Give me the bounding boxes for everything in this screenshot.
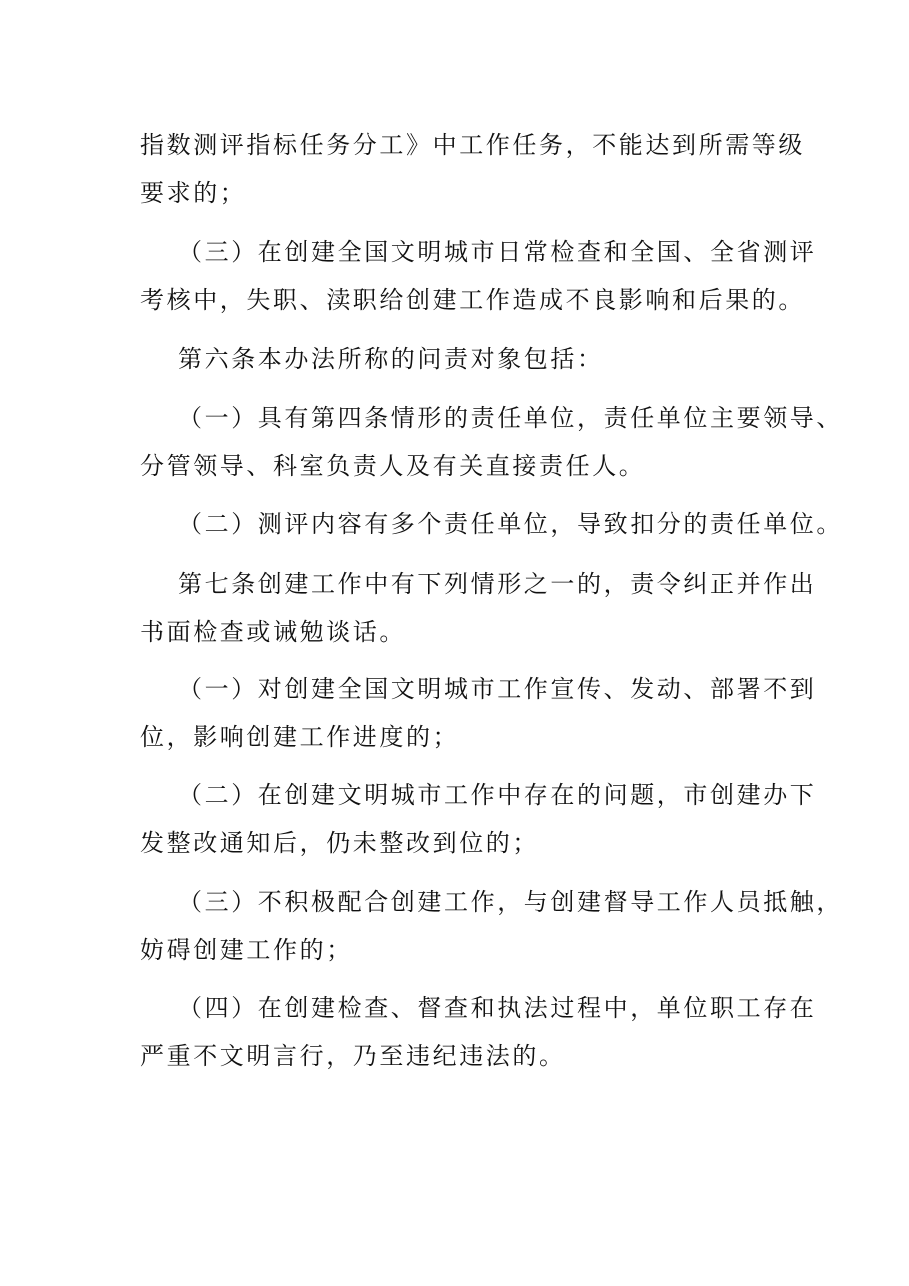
text-line: 指数测评指标任务分工》中工作任务，不能达到所需等级 bbox=[140, 131, 805, 159]
text-line: （一）对创建全国文明城市工作宣传、发动、部署不到 bbox=[178, 675, 817, 703]
text-line: 考核中，失职、渎职给创建工作造成不良影响和后果的。 bbox=[140, 286, 805, 314]
paragraph-article-7-item-2 bbox=[140, 771, 817, 867]
paragraph-continuation bbox=[140, 121, 805, 217]
text-line: 严重不文明言行，乃至违纪违法的。 bbox=[140, 1042, 566, 1070]
text-line: 要求的； bbox=[140, 179, 247, 207]
text-line: 书面检查或诫勉谈话。 bbox=[140, 618, 406, 646]
paragraph-article-7 bbox=[140, 560, 817, 656]
text-line: 妨碍创建工作的； bbox=[140, 936, 353, 964]
paragraph-item-1 bbox=[140, 394, 843, 490]
paragraph-article-7-item-4 bbox=[140, 984, 817, 1080]
paragraph-article-7-item-1 bbox=[140, 665, 817, 761]
text-line: （一）具有第四条情形的责任单位，责任单位主要领导、 bbox=[178, 404, 843, 432]
text-line: 第六条本办法所称的问责对象包括： bbox=[178, 345, 604, 373]
text-line: 分管领导、科室负责人及有关直接责任人。 bbox=[140, 452, 646, 480]
text-line: 第七条创建工作中有下列情形之一的，责令纠正并作出 bbox=[178, 570, 817, 598]
text-line: （二）测评内容有多个责任单位，导致扣分的责任单位。 bbox=[178, 510, 843, 538]
paragraph-article-7-item-3 bbox=[140, 878, 843, 974]
text-line: 发整改通知后，仍未整改到位的； bbox=[140, 829, 539, 857]
text-line: （二）在创建文明城市工作中存在的问题，市创建办下 bbox=[178, 781, 817, 809]
text-line: （三）在创建全国文明城市日常检查和全国、全省测评 bbox=[178, 238, 817, 266]
text-line: （三）不积极配合创建工作，与创建督导工作人员抵触， bbox=[178, 888, 843, 916]
paragraph-item-3 bbox=[140, 228, 817, 324]
text-line: （四）在创建检查、督查和执法过程中，单位职工存在 bbox=[178, 994, 817, 1022]
text-line: 位，影响创建工作进度的； bbox=[140, 723, 460, 751]
paragraph-item-2 bbox=[140, 500, 843, 548]
paragraph-article-6 bbox=[140, 335, 780, 383]
